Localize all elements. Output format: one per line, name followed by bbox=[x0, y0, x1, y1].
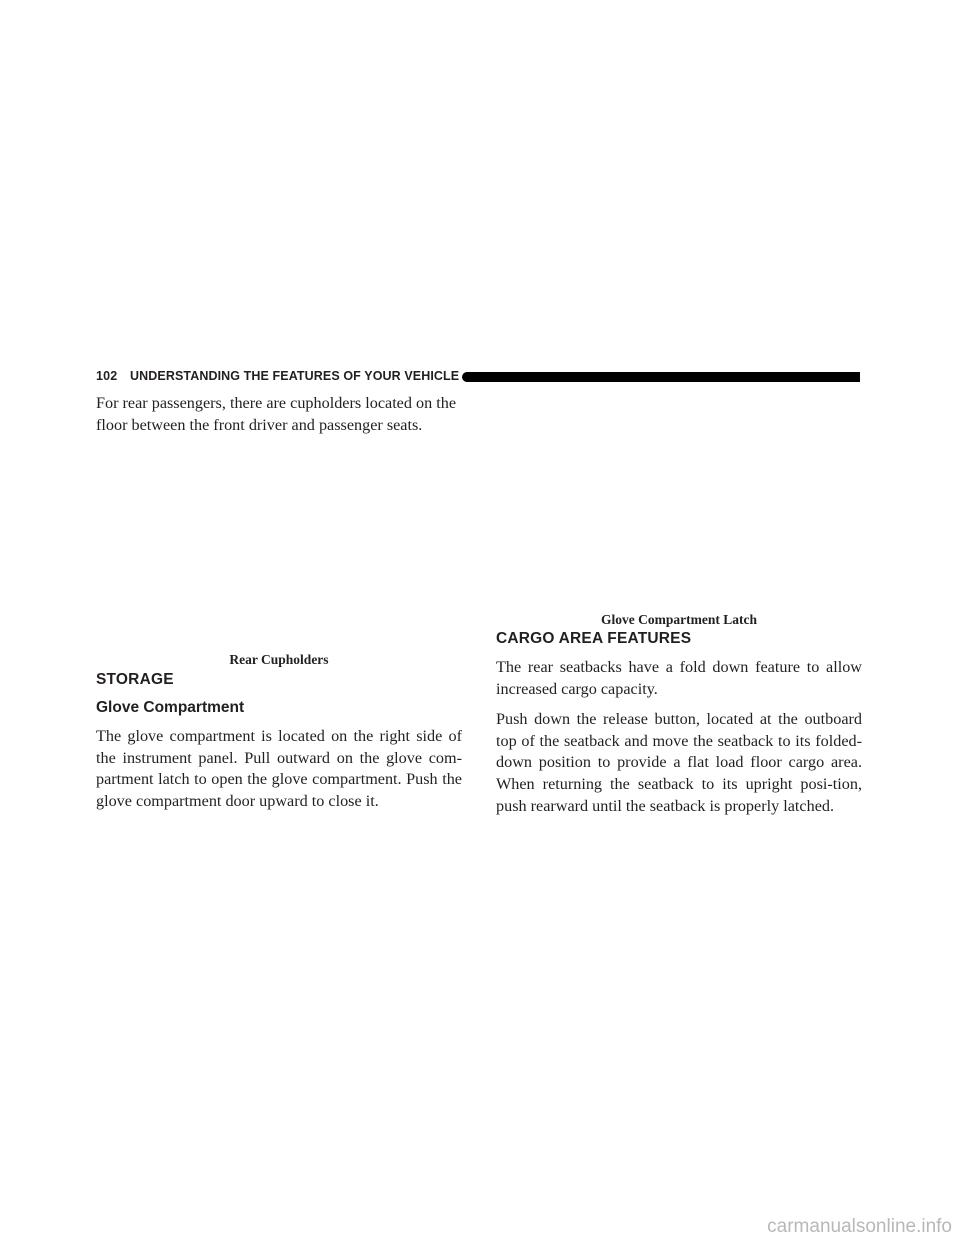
page-number: 102 bbox=[96, 369, 118, 383]
rear-cupholders-caption: Rear Cupholders bbox=[229, 652, 329, 667]
glove-compartment-paragraph: The glove compartment is located on the right side of the instrument panel. Pull outward on the glove com-partment latch to open the glove compartment. Push the glove compartment door upward to close it. bbox=[96, 727, 462, 811]
cargo-paragraph-1: The rear seatbacks have a fold down feature to allow increased cargo capacity. bbox=[496, 658, 862, 698]
cargo-paragraph-2: Push down the release button, located at the outboard top of the seatback and move the seatback to its folded-down position to provide a flat load floor cargo area. When returning the seatback to its upright posi-tion, push rearward until the seatback is properly latched. bbox=[496, 710, 862, 815]
header-rule bbox=[462, 372, 860, 382]
intro-paragraph: For rear passengers, there are cupholders located on the floor between the front driver and passenger seats. bbox=[96, 394, 457, 434]
glove-compartment-heading: Glove Compartment bbox=[96, 699, 245, 716]
section-title: UNDERSTANDING THE FEATURES OF YOUR VEHICLE bbox=[130, 369, 460, 383]
page-header bbox=[96, 366, 860, 386]
storage-heading: STORAGE bbox=[96, 671, 174, 688]
watermark: carmanualsonline.info bbox=[767, 1216, 952, 1237]
glove-compartment-latch-figure bbox=[496, 386, 862, 610]
glove-compartment-latch-caption: Glove Compartment Latch bbox=[601, 612, 757, 627]
rear-cupholders-figure bbox=[96, 445, 462, 643]
cargo-area-heading: CARGO AREA FEATURES bbox=[496, 630, 692, 647]
